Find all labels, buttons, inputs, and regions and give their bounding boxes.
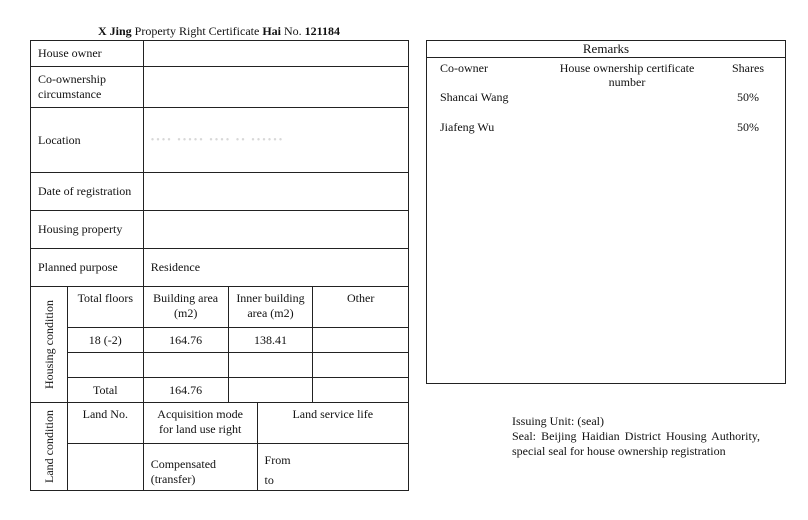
location-redacted: •••• ••••• •••• •• •••••• xyxy=(150,135,285,146)
coowner-name-2: Jiafeng Wu xyxy=(440,120,495,134)
land-no-value xyxy=(67,444,143,491)
acquisition-mode-header: Acquisition mode for land use right xyxy=(143,403,257,444)
other-value xyxy=(313,328,409,353)
inner-area-header: Inner building area (m2) xyxy=(228,287,313,328)
date-registration-label: Date of registration xyxy=(31,173,144,211)
total-floors-header: Total floors xyxy=(67,287,143,328)
housing-property-value xyxy=(143,211,408,249)
empty-cell xyxy=(313,378,409,403)
date-registration-value xyxy=(143,173,408,211)
remarks-title: Remarks xyxy=(427,41,785,58)
empty-cell xyxy=(228,353,313,378)
title-no-label: No. xyxy=(283,24,302,38)
title-mid: Property Right Certificate xyxy=(134,24,260,38)
issuing-unit-block xyxy=(512,414,760,459)
co-ownership-label: Co-ownership circumstance xyxy=(31,67,144,108)
location-label: Location xyxy=(31,108,144,173)
co-owner-header: Co-owner xyxy=(440,61,488,75)
shares-header: Shares xyxy=(732,61,764,75)
title-prefix: X Jing xyxy=(97,24,132,38)
building-area-header: Building area (m2) xyxy=(143,287,228,328)
coowner-share-2: 50% xyxy=(737,120,759,134)
house-owner-label: House owner xyxy=(31,41,144,67)
cert-number-header: House ownership certificate number xyxy=(559,61,695,89)
housing-condition-label: Housing condition xyxy=(31,287,68,403)
to-label: to xyxy=(264,473,274,487)
other-header: Other xyxy=(313,287,409,328)
title-number: 121184 xyxy=(304,24,340,38)
building-area-value: 164.76 xyxy=(143,328,228,353)
total-label: Total xyxy=(67,378,143,403)
total-building-area: 164.76 xyxy=(143,378,228,403)
empty-cell xyxy=(228,378,313,403)
acquisition-mode-value: Compensated (transfer) xyxy=(143,444,257,491)
property-table xyxy=(30,40,409,491)
coowner-share-1: 50% xyxy=(737,90,759,104)
land-service-life-value xyxy=(257,444,408,491)
planned-purpose-value: Residence xyxy=(143,249,408,287)
title-district: Hai xyxy=(262,24,281,38)
seal-text: Seal: Beijing Haidian District Housing Authority, special seal for house ownership registration xyxy=(512,429,760,458)
housing-property-label: Housing property xyxy=(31,211,144,249)
planned-purpose-label: Planned purpose xyxy=(31,249,144,287)
empty-cell xyxy=(143,353,228,378)
remarks-box xyxy=(426,40,786,384)
inner-area-value: 138.41 xyxy=(228,328,313,353)
empty-cell xyxy=(67,353,143,378)
house-owner-value xyxy=(143,41,408,67)
location-value xyxy=(143,108,408,173)
issuing-unit: Issuing Unit: (seal) xyxy=(512,414,604,428)
from-label: From xyxy=(264,453,291,467)
land-condition-label: Land condition xyxy=(31,403,68,491)
land-service-life-header: Land service life xyxy=(257,403,408,444)
coowner-name-1: Shancai Wang xyxy=(440,90,509,104)
floors-value: 18 (-2) xyxy=(67,328,143,353)
co-ownership-value xyxy=(143,67,408,108)
empty-cell xyxy=(313,353,409,378)
certificate-title xyxy=(30,24,408,39)
land-no-header: Land No. xyxy=(67,403,143,444)
